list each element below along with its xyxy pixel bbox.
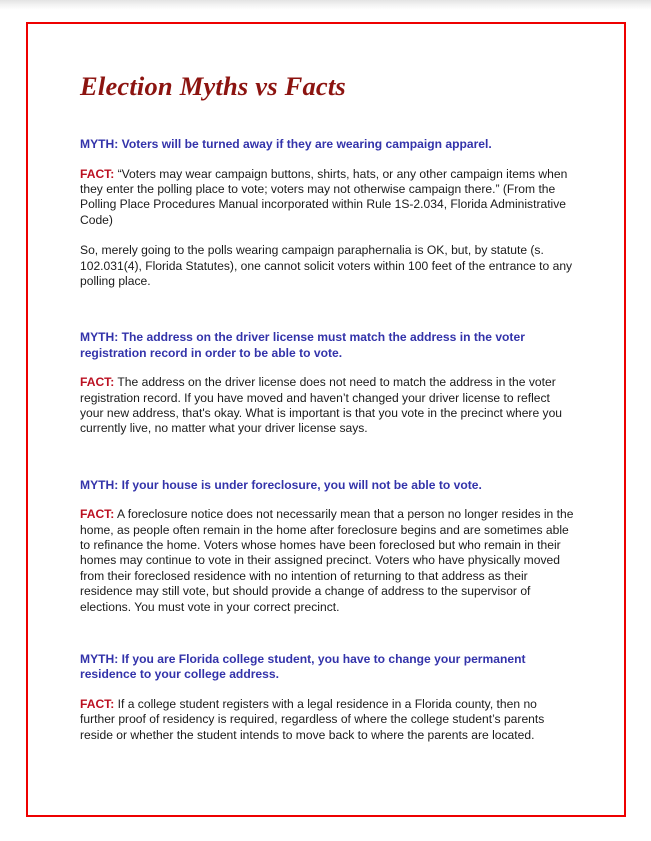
myth-statement: MYTH: If your house is under foreclosure, you will not be able to vote. <box>80 477 482 492</box>
fact-text: If a college student registers with a legal residence in a Florida county, then no further proof of residency is required, regardless of where the college student’s parents reside or whether the student intends to move back to where the parents are located. <box>80 696 545 742</box>
fact-text: The address on the driver license does not need to match the address in the voter registration record. If you have moved and haven’t changed your driver license to reflect your new address, that's okay. What is important is that you vote in the precinct where you currently live, no matter what your driver license says. <box>80 375 563 436</box>
fact-label: FACT: <box>80 166 115 181</box>
fact-statement <box>80 167 575 229</box>
document-content <box>80 72 575 743</box>
fact-label: FACT: <box>80 696 115 711</box>
page-top-shadow <box>0 0 651 10</box>
myth-fact-block <box>80 330 575 436</box>
myth-statement: MYTH: If you are Florida college student, you have to change your permanent residence to your college address. <box>80 652 526 682</box>
fact-text: A foreclosure notice does not necessarily mean that a person no longer resides in the home, as people often remain in the home after foreclosure begins and are sometimes able to refinance the home. Voters whose homes have been foreclosed but who remain in their homes may continue to vote in their assigned precinct. Voters who have physically moved from their foreclosed residence with no intention of returning to that address as their residence may still vote, but should provide a change of address to the supervisor of elections. You must vote in your correct precinct. <box>80 507 574 614</box>
fact-note: So, merely going to the polls wearing campaign paraphernalia is OK, but, by statute (s. 102.031(4), Florida Statutes), one cannot solicit voters within 100 feet of the entrance to any polling place. <box>80 243 573 288</box>
fact-statement <box>80 697 575 743</box>
myth-statement: MYTH: The address on the driver license must match the address in the voter registration record in order to be able to vote. <box>80 330 525 360</box>
fact-label: FACT: <box>80 507 115 522</box>
fact-statement <box>80 375 575 437</box>
document-page <box>26 22 626 817</box>
myth-fact-block <box>80 478 575 615</box>
myth-statement: MYTH: Voters will be turned away if they are wearing campaign apparel. <box>80 137 492 152</box>
fact-statement <box>80 507 575 615</box>
myth-fact-block <box>80 137 575 289</box>
fact-label: FACT: <box>80 375 115 390</box>
myth-fact-block <box>80 652 575 743</box>
page-title: Election Myths vs Facts <box>80 71 346 101</box>
fact-text: “Voters may wear campaign buttons, shirts, hats, or any other campaign items when they enter the polling place to vote; voters may not otherwise campaign there.” (From the Polling Place Procedures Manual incorporated within Rule 1S-2.034, Florida Administrative Code) <box>80 166 568 227</box>
